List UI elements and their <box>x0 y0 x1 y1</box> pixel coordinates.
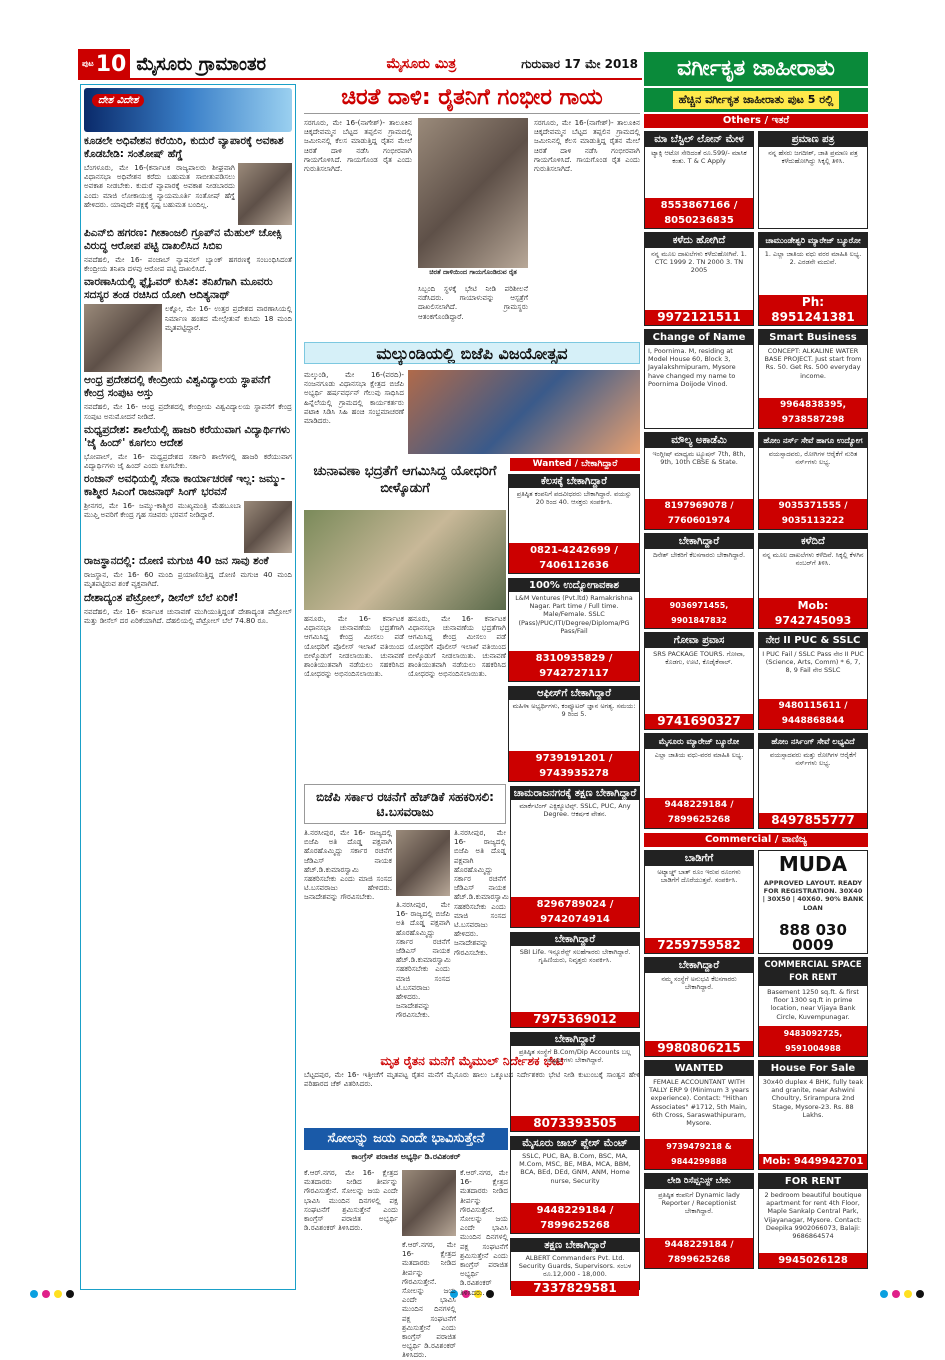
ad-title: ಹೋಂ ನರ್ಸಿಂಗ್ ಸೇವೆ ಲಭ್ಯವಿದೆ <box>759 734 867 749</box>
ad-phone: Ph: 8951241381 <box>759 295 867 325</box>
ad-body: ಇಂಗ್ಲೀಷ್ ಮಾಧ್ಯಮ ಟ್ಯೂಷನ್ 7th, 8th, 9th, 10th CBSE & State. <box>652 450 746 467</box>
news-headline: ಕೂಡಲೇ ಅಧಿವೇಶನ ಕರೆಯಿರಿ, ಕುದುರೆ ವ್ಯಾಪಾರಕ್ಕೆ ಅವಕಾಶ ಕೊಡಬೇಡಿ: ಸಂತೋಷ್ ಹೆಗ್ಡೆ <box>84 135 284 160</box>
ad-body: ನನ್ನ ಮೂಲ ದಾಖಲೆಗಳು ಕಳೆದಿವೆ. ಸಿಕ್ಕಲ್ಲಿ ಕೆಳಗಿನ ನಂಬರ್‌ಗೆ ತಿಳಿಸಿ. <box>762 551 864 568</box>
registration-dot-cyan <box>30 1290 38 1298</box>
ad-title: ಬೇಕಾಗಿದ್ದಾರೆ <box>645 958 753 973</box>
ad-body: SSLC, PUC, BA, B.Com, BSC, MA, M.Com, MSC, BE, MBA, MCA, BBM, BCA, BEd, DEd, GNM, ANM, Home nurse, Security <box>519 1152 631 1185</box>
hdk-headline-box <box>304 784 506 824</box>
classified-ad <box>644 1173 754 1269</box>
ad-title: ಬೇಕಾಗಿದ್ದಾರೆ <box>511 933 639 946</box>
ad-title: ಹೋಂ ನರ್ಸ್ ಸೇವೆ ಹಾಗೂ ಉದ್ಯೋಗ <box>759 433 867 448</box>
news-body: ಲಕ್ನೋ, ಮೇ 16- ಉತ್ತರ ಪ್ರದೇಶದ ವಾರಣಾಸಿಯಲ್ಲಿ ನಿರ್ಮಾಣ ಹಂತದ ಮೇಲ್ಸೇತುವೆ ಕುಸಿದು 18 ಮಂದಿ ಮೃತಪಟ್ಟಿದ್ದಾರೆ. <box>165 304 292 332</box>
ad-phone: Mob: 9449942701 <box>759 1154 867 1169</box>
registration-dot-magenta <box>892 1290 900 1298</box>
police-headline: ಚುನಾವಣಾ ಭದ್ರತೆಗೆ ಆಗಮಿಸಿದ್ದ ಯೋಧರಿಗೆ ಬೀಳ್ಕೊಡುಗೆ <box>313 464 497 496</box>
classifieds-title: ವರ್ಗೀಕೃತ ಜಾಹೀರಾತು <box>644 52 868 86</box>
ad-title: ಚಾಮರಾಜನಗರಕ್ಕೆ ತಕ್ಷಣ ಬೇಕಾಗಿದ್ದಾರೆ <box>511 787 639 800</box>
ad-body: ನನ್ನ ಹೆಸರು ಜಗದೀಶ್, ಜಾತಿ ಪ್ರಮಾಣ ಪತ್ರ ಕಳೆದುಹೋಗಿದ್ದು ಸಿಕ್ಕಲ್ಲಿ ತಿಳಿಸಿ. <box>768 149 858 166</box>
ad-phone: 9448229184 / 7899625268 <box>511 1203 639 1233</box>
ad-title: ಕಳೆದಿದೆ <box>759 534 867 549</box>
ad-phone: 8553867166 / 8050236835 <box>645 198 753 228</box>
ad-body: ಪ್ರತಿಷ್ಠಿತ ಕಂಪನಿಗೆ ಪದವೀಧರರು ಬೇಕಾಗಿದ್ದಾರೆ. ವಯಸ್ಸು 20 ರಿಂದ 40. ಆಸಕ್ತರು ಸಂಪರ್ಕಿಸಿ. <box>516 490 632 507</box>
commercial-category-bar: Commercial / ವಾಣಿಜ್ಯ <box>644 833 868 847</box>
classified-ad <box>758 533 868 629</box>
ad-title: ಪ್ರಮಾಣ ಪತ್ರ <box>759 132 867 147</box>
ad-phone: 9448229184 / 7899625268 <box>645 1238 753 1268</box>
ad-body: 2 bedroom beautiful boutique apartment for rent 4th Floor, Maple Sankalp Central Park, Vijayanagar, Mysore. Contact: Deepika 9902066073, Balaji: 9686864574 <box>764 1191 862 1241</box>
news-headline: ರಂಜಾನ್ ಅವಧಿಯಲ್ಲಿ ಸೇನಾ ಕಾರ್ಯಾಚರಣೆ ಇಲ್ಲ: ಜಮ್ಮು-ಕಾಶ್ಮೀರ ಸಿಎಂಗೆ ರಾಜನಾಥ್ ಸಿಂಗ್ ಭರವಸೆ <box>84 473 286 499</box>
registration-dot-black <box>66 1290 74 1298</box>
ad-body: ಟ್ಯಾಕ್ಸಿ ಆಟೋ ಸೇರಿದಂತೆ ರೂ.599/- ಮಾಸಿಕ ಕಂತು. T & C Apply <box>651 149 747 166</box>
ad-title: ಬೇಕಾಗಿದ್ದಾರೆ <box>645 534 753 549</box>
story-body: ಮಲ್ಕುಂಡಿ, ಮೇ 16-(ವರದಿ)- ನಂಜನಗೂಡು ವಿಧಾನಸಭಾ ಕ್ಷೇತ್ರದ ಬಿಜೆಪಿ ಅಭ್ಯರ್ಥಿ ಹರ್ಷವರ್ಧನ್ ಗೆಲುವು ಸಾಧಿಸಿದ ಹಿನ್ನೆಲೆಯಲ್ಲಿ ಗ್ರಾಮದಲ್ಲಿ ಕಾರ್ಯಕರ್ತರು ಪಟಾಕಿ ಸಿಡಿಸಿ ಸಿಹಿ ಹಂಚಿ ಸಂಭ್ರಮಾಚರಣೆ ಮಾಡಿದರು. <box>304 370 404 426</box>
ad-title: House For Sale <box>759 1061 867 1076</box>
ad-body: ಮಹಿಳಾ ಅಭ್ಯರ್ಥಿಗಳು, ಕಂಪ್ಯೂಟರ್ ಜ್ಞಾನ ಅಗತ್ಯ. ಸಮಯ: 9 ರಿಂದ 5. <box>512 702 636 719</box>
classified-ad <box>758 1060 868 1170</box>
news-item <box>84 555 292 588</box>
others-category-bar: Others / ಇತರೆ <box>644 114 868 128</box>
classified-ad <box>644 957 754 1057</box>
ad-phone: 9036971455, 9901847832 <box>645 598 753 628</box>
ad-body: ಪ್ರತಿಷ್ಠಿತ ಸಂಸ್ಥೆಗೆ B.Com/Dip Accounts ಬಲ್ಲ ಅಭ್ಯರ್ಥಿಗಳು ಬೇಕಾಗಿದ್ದಾರೆ. <box>518 1048 632 1065</box>
lead-headline: ಚಿರತೆ ದಾಳಿ: ರೈತನಿಗೆ ಗಂಭೀರ ಗಾಯ <box>304 84 640 114</box>
world-news-banner <box>84 88 292 132</box>
story-body: ಸಿಬ್ಬಂದಿ ಸ್ಥಳಕ್ಕೆ ಭೇಟಿ ನೀಡಿ ಪರಿಶೀಲನೆ ನಡೆಸಿದರು. ಗಾಯಾಳುವನ್ನು ಆಸ್ಪತ್ರೆಗೆ ದಾಖಲಿಸಲಾಗಿದೆ. ಗ್ರಾಮಸ್ಥರು ಆತಂಕಗೊಂಡಿದ್ದಾರೆ. <box>418 284 528 321</box>
injured-farmer-photo <box>418 118 528 268</box>
story-body: ತಿ.ನರಸೀಪುರ, ಮೇ 16- ರಾಜ್ಯದಲ್ಲಿ ಬಿಜೆಪಿ ಅತಿ ದೊಡ್ಡ ಪಕ್ಷವಾಗಿ ಹೊರಹೊಮ್ಮಿದ್ದು ಸರ್ಕಾರ ರಚನೆಗೆ ಜೆಡಿಎಸ್ ನಾಯಕ ಹೆಚ್.ಡಿ.ಕುಮಾರಸ್ವಾಮಿ ಸಹಕರಿಸಬೇಕು ಎಂದು ಮಾಜಿ ಸಂಸದ ಟಿ.ಬಸವರಾಜು ಹೇಳಿದರು. ಜನಾದೇಶವನ್ನು ಗೌರವಿಸಬೇಕು. <box>454 828 509 957</box>
ad-phone: 9739191201 / 9743935278 <box>509 751 639 781</box>
leopard-attack-story <box>304 84 640 336</box>
ad-phone: 888 030 0009 <box>759 923 867 953</box>
classified-ad <box>758 957 868 1057</box>
page-number: 10 <box>95 51 127 77</box>
ad-title: WANTED <box>645 1061 753 1076</box>
loss-subhead: ಕಾಂಗ್ರೆಸ್ ಪರಾಜಿತ ಅಭ್ಯರ್ಥಿ ಡಿ.ರವಿಶಂಕರ್ <box>351 1152 461 1161</box>
classified-ad <box>644 232 754 326</box>
ad-phone: 8197969078 / 7760601974 <box>645 499 753 529</box>
loss-headline: ಸೋಲನ್ನು ಜಯ ಎಂದೇ ಭಾವಿಸುತ್ತೇನೆ <box>304 1128 508 1150</box>
registration-dot-black <box>916 1290 924 1298</box>
ad-phone: 9739479218 & 9844299888 <box>645 1139 753 1169</box>
ad-title: Change of Name <box>645 330 753 345</box>
ad-title: ಕೆಲಸಕ್ಕೆ ಬೇಕಾಗಿದ್ದಾರೆ <box>509 475 639 488</box>
ad-body: ನನ್ನ ಮೂಲ ದಾಖಲೆಗಳು ಕಳೆದುಹೋಗಿವೆ. 1. CTC 1999 2. TN 2000 3. TN 2005 <box>651 250 747 275</box>
classified-ad <box>758 131 868 229</box>
ad-body: SBI Life. ಇನ್ಸೂರೆನ್ಸ್ ಸಲಹೆಗಾರರು ಬೇಕಾಗಿದ್ದಾರೆ. ಗೃಹಿಣಿಯರು, ನಿವೃತ್ತರು ಸಂಪರ್ಕಿಸಿ. <box>519 948 631 965</box>
classified-ad <box>758 733 868 829</box>
news-headline: ಆಂಧ್ರ ಪ್ರದೇಶದಲ್ಲಿ ಕೇಂದ್ರೀಯ ವಿಶ್ವವಿದ್ಯಾಲಯ ಸ್ಥಾಪನೆಗೆ ಕೇಂದ್ರ ಸಂಪುಟ ಅಸ್ತು <box>84 374 271 400</box>
ad-phone: 7975369012 <box>511 1012 639 1027</box>
ad-title: Smart Business <box>759 330 867 345</box>
news-item <box>84 227 292 273</box>
ad-body: I PUC Fail / SSLC Pass ನೇರ II PUC (Science, Arts, Comm) * 6, 7, 8, 9 Fail ನೇರ SSLC <box>762 650 864 675</box>
ad-body: ನಮ್ಮ ಸಂಸ್ಥೆಗೆ ಅನುಭವಿ ಕೆಲಸಗಾರರು ಬೇಕಾಗಿದ್ದಾರೆ. <box>661 975 737 992</box>
ad-phone: 7337829581 <box>511 1281 639 1296</box>
classified-ad <box>510 1238 640 1295</box>
story-body: ಹನೂರು, ಮೇ 16- ಕರ್ನಾಟಕ ವಿಧಾನಸಭಾ ಚುನಾವಣೆಯ ಭದ್ರತೆಗಾಗಿ ಆಗಮಿಸಿದ್ದ ಕೇಂದ್ರ ಮೀಸಲು ಪಡೆ ಯೋಧರಿಗೆ ಪೊಲೀಸ್ ಇಲಾಖೆ ವತಿಯಿಂದ ಬೀಳ್ಕೊಡುಗೆ ನೀಡಲಾಯಿತು. ಚುನಾವಣೆ ಶಾಂತಿಯುತವಾಗಿ ನಡೆಯಲು ಸಹಕರಿಸಿದ ಯೋಧರನ್ನು ಅಭಿನಂದಿಸಲಾಯಿತು. <box>304 614 404 679</box>
ad-phone: Mob: 9742745093 <box>759 598 867 628</box>
classifieds-subtitle: ಹೆಚ್ಚಿನ ವರ್ಗೀಕೃತ ಜಾಹೀರಾತು ಪುಟ 5 ರಲ್ಲಿ <box>673 91 840 109</box>
ad-body: I, Poornima. M, residing at Model House 60, Block 3, Jayalakshmipuram, Mysore have changed my name to Poornima Doijode Vinod. <box>648 347 736 388</box>
page-header <box>78 50 642 80</box>
story-body: ತಿ.ನರಸೀಪುರ, ಮೇ 16- ರಾಜ್ಯದಲ್ಲಿ ಬಿಜೆಪಿ ಅತಿ ದೊಡ್ಡ ಪಕ್ಷವಾಗಿ ಹೊರಹೊಮ್ಮಿದ್ದು ಸರ್ಕಾರ ರಚನೆಗೆ ಜೆಡಿಎಸ್ ನಾಯಕ ಹೆಚ್.ಡಿ.ಕುಮಾರಸ್ವಾಮಿ ಸಹಕರಿಸಬೇಕು ಎಂದು ಮಾಜಿ ಸಂಸದ ಟಿ.ಬಸವರಾಜು ಹೇಳಿದರು. ಜನಾದೇಶವನ್ನು ಗೌರವಿಸಬೇಕು. <box>396 900 451 1020</box>
classified-ad <box>758 632 868 730</box>
flyover-photo <box>84 304 162 372</box>
photo-caption: ಚಿರತೆ ದಾಳಿಯಿಂದ ಗಾಯಗೊಂಡಿರುವ ರೈತ <box>429 268 517 276</box>
ad-title: ಗೋವಾ ಪ್ರವಾಸ <box>645 633 753 648</box>
news-body: ರಾಜಸ್ಥಾನ, ಮೇ 16- 60 ಮಂದಿ ಪ್ರಯಾಣಿಸುತ್ತಿದ್ದ ದೋಣಿ ಮಗುಚಿ 40 ಮಂದಿ ಮೃತಪಟ್ಟಿರುವ ಶಂಕೆ ವ್ಯಕ್ತವಾಗಿದೆ. <box>84 570 292 589</box>
news-body: ಬೆಂಗಳೂರು, ಮೇ 16-(ಕರ್ನಾಟಕ ರಾಜ್ಯಪಾಲರು ಶೀಘ್ರವಾಗಿ ವಿಧಾನಸಭಾ ಅಧಿವೇಶನ ಕರೆದು ಬಹುಮತ ಸಾಬೀತುಪಡಿಸಲು ಅವಕಾಶ ನೀಡಬೇಕು. ಕುದುರೆ ವ್ಯಾಪಾರಕ್ಕೆ ಅವಕಾಶ ನೀಡಬಾರದು ಎಂದು ಮಾಜಿ ಲೋಕಾಯುಕ್ತ ನ್ಯಾಯಮೂರ್ತಿ ಸಂತೋಷ್ ಹೆಗ್ಡೆ ಹೇಳಿದರು. ಯಾವುದೇ ಪಕ್ಷಕ್ಕೆ ಸ್ಪಷ್ಟ ಬಹುಮತ ಬಂದಿಲ್ಲ. <box>84 163 235 209</box>
classifieds-section <box>644 52 868 1290</box>
ad-body: ದಿನೇಶ್ ಬೇಕರಿಗೆ ಕೆಲಸಗಾರರು ಬೇಕಾಗಿದ್ದಾರೆ. <box>652 551 746 559</box>
news-body: ನವದೆಹಲಿ, ಮೇ 16- ಆಂಧ್ರ ಪ್ರದೇಶದಲ್ಲಿ ಕೇಂದ್ರೀಯ ವಿಶ್ವವಿದ್ಯಾಲಯ ಸ್ಥಾಪನೆಗೆ ಕೇಂದ್ರ ಸಂಪುಟ ಅನುಮೋದನೆ ನೀಡಿದೆ. <box>84 402 292 421</box>
ad-phone: 9480115611 / 9448868844 <box>759 699 867 729</box>
ad-title: ಮೌಲ್ಯ ಅಕಾಡೆಮಿ <box>645 433 753 448</box>
ad-body: APPROVED LAYOUT. READY FOR REGISTRATION. 30X40 | 30X50 | 40X60. 90% BANK LOAN <box>762 879 864 912</box>
ad-body: ALBERT Commanders Pvt. Ltd. Security Guards, Supervisors. ಸಂಬಳ ರೂ.12,000 - 18,000. <box>518 1254 632 1279</box>
story-body: ಸರಗೂರು, ಮೇ 16-(ನಾಗೇಶ್)- ತಾಲೂಕಿನ ಚಿಕ್ಕದೇವಮ್ಮನ ಬೆಟ್ಟದ ತಪ್ಪಲಿನ ಗ್ರಾಮದಲ್ಲಿ ಜಮೀನಿನಲ್ಲಿ ಕೆಲಸ ಮಾಡುತ್ತಿದ್ದ ರೈತನ ಮೇಲೆ ಚಿರತೆ ದಾಳಿ ನಡೆಸಿ ಗಂಭೀರವಾಗಿ ಗಾಯಗೊಳಿಸಿದೆ. ಗಾಯಗೊಂಡ ರೈತ ಎಂದು ಗುರುತಿಸಲಾಗಿದೆ. <box>304 118 412 174</box>
news-item <box>84 374 292 420</box>
photo-frame <box>418 118 528 282</box>
classified-ad <box>510 1136 640 1234</box>
news-body: ಭೋಪಾಲ್, ಮೇ 16- ಮಧ್ಯಪ್ರದೇಶದ ಸರ್ಕಾರಿ ಶಾಲೆಗಳಲ್ಲಿ ಹಾಜರಿ ಕರೆಯುವಾಗ ವಿದ್ಯಾರ್ಥಿಗಳು ಜೈ ಹಿಂದ್ ಎಂದು ಕೂಗಬೇಕು. <box>84 451 292 471</box>
ad-body: 1. ಎಲ್ಲಾ ಜಾತಿಯ ವಧು ವರರ ಮಾಹಿತಿ ಲಭ್ಯ. 2. ಎರಡನೇ ಮದುವೆ. <box>764 250 862 267</box>
classified-ad <box>644 1060 754 1170</box>
ad-title: ಲೇಡಿ ರಿಸೆಪ್ಷನಿಸ್ಟ್ ಬೇಕು <box>645 1174 753 1189</box>
news-headline: ಪಿಎನ್‌ಬಿ ಹಗರಣ: ಗೀತಾಂಜಲಿ ಗ್ರೂಪ್‌ನ ಮೆಹುಲ್ ಚೋಕ್ಸಿ ವಿರುದ್ಧ ಆರೋಪ ಪಟ್ಟಿ ದಾಖಲಿಸಿದ ಸಿಬಿಐ <box>84 227 282 252</box>
ad-title: ನೇರ II PUC & SSLC <box>759 633 867 648</box>
news-body: ನವದೆಹಲಿ, ಮೇ 16- ಪಂಜಾಬ್ ನ್ಯಾಷನಲ್ ಬ್ಯಾಂಕ್ ಹಗರಣಕ್ಕೆ ಸಂಬಂಧಿಸಿದಂತೆ ಕೇಂದ್ರೀಯ ತನಿಖಾ ದಳವು ಆರೋಪ ಪಟ್ಟಿ ದಾಖಲಿಸಿದೆ. <box>84 255 292 274</box>
ad-title: ಮೈಸೂರು ಮ್ಯಾರೇಜ್ ಬ್ಯೂರೋ <box>645 734 753 749</box>
classified-ad <box>758 850 868 954</box>
classified-ad <box>508 686 640 782</box>
ad-body: ಪ್ರತಿಷ್ಠಿತ ಕಂಪನಿಗೆ Dynamic lady Reporter / Receptionist ಬೇಕಾಗಿದ್ದಾರೆ. <box>658 1191 740 1216</box>
ad-phone: 9448229184 / 7899625268 <box>645 798 753 828</box>
ad-body: SRS PACKAGE TOURS. ಗೋವಾ, ಕೊಡಗು, ಊಟಿ, ಕೊಡೈಕೆನಾಲ್. <box>653 650 745 667</box>
registration-dot-yellow <box>904 1290 912 1298</box>
ad-phone: 9964838395, 9738587298 <box>759 398 867 428</box>
ad-body: L&M Ventures (Pvt.ltd) Ramakrishna Nagar. Part time / Full time. Male/Female. SSLC (Pass)/PUC/ITI/Degree/Diploma/PG Pass/Fail <box>515 594 633 635</box>
classified-ad <box>644 131 754 229</box>
ad-phone: 7259759582 <box>645 938 753 953</box>
registration-dot-cyan <box>880 1290 888 1298</box>
story-body: ಕೆ.ಆರ್.ನಗರ, ಮೇ 16- ಕ್ಷೇತ್ರದ ಮತದಾರರು ನೀಡಿದ ತೀರ್ಪನ್ನು ಗೌರವಿಸುತ್ತೇನೆ. ಸೋಲನ್ನು ಜಯ ಎಂದೇ ಭಾವಿಸಿ ಮುಂದಿನ ದಿನಗಳಲ್ಲಿ ಪಕ್ಷ ಸಂಘಟನೆಗೆ ಶ್ರಮಿಸುತ್ತೇನೆ ಎಂದು ಕಾಂಗ್ರೆಸ್ ಪರಾಜಿತ ಅಭ್ಯರ್ಥಿ ಡಿ.ರವಿಶಂಕರ್ ತಿಳಿಸಿದರು. <box>402 1240 456 1360</box>
ravishankar-photo <box>402 1170 456 1236</box>
classified-ad <box>510 1032 640 1132</box>
hdk-headline: ಬಿಜೆಪಿ ಸರ್ಕಾರ ರಚನೆಗೆ ಹೆಚ್‌ಡಿಕೆ ಸಹಕರಿಸಲಿ: ಟಿ.ಬಸವರಾಜು <box>316 790 494 819</box>
page-label: ಪುಟ <box>82 59 94 68</box>
ad-phone: 8310935829 / 9742727117 <box>509 651 639 681</box>
ad-phone: 9483092725, 9591004988 <box>759 1026 867 1056</box>
ad-body: ಮಾರ್ಕೆಟಿಂಗ್ ಎಕ್ಸಿಕ್ಯೂಟಿವ್ಸ್. SSLC, PUC, Any Degree. ಆಕರ್ಷಕ ವೇತನ. <box>519 802 631 819</box>
classified-ad <box>510 932 640 1028</box>
issue-date: ಗುರುವಾರ 17 ಮೇ 2018 <box>521 56 638 71</box>
ad-title: ಚಾಮುಂಡೇಶ್ವರಿ ಮ್ಯಾರೇಜ್ ಬ್ಯೂರೋ <box>759 233 867 248</box>
classified-ad <box>508 474 640 574</box>
bjp-headline: ಮಲ್ಕುಂಡಿಯಲ್ಲಿ ಬಿಜೆಪಿ ವಿಜಯೋತ್ಸವ <box>304 342 640 364</box>
newspaper-page <box>78 50 868 1360</box>
ad-body: ಅಟ್ಯಾಚ್ಡ್ ಬಾತ್ ರೂಂ ಇರುವ ರೂಂಗಳು ಬಾಡಿಗೆಗೆ ದೊರೆಯುತ್ತವೆ. ಸಂಪರ್ಕಿಸಿ. <box>657 868 741 885</box>
registration-dot-magenta <box>42 1290 50 1298</box>
story-body: ಹನೂರು, ಮೇ 16- ಕರ್ನಾಟಕ ವಿಧಾನಸಭಾ ಚುನಾವಣೆಯ ಭದ್ರತೆಗಾಗಿ ಆಗಮಿಸಿದ್ದ ಕೇಂದ್ರ ಮೀಸಲು ಪಡೆ ಯೋಧರಿಗೆ ಪೊಲೀಸ್ ಇಲಾಖೆ ವತಿಯಿಂದ ಬೀಳ್ಕೊಡುಗೆ ನೀಡಲಾಯಿತು. ಚುನಾವಣೆ ಶಾಂತಿಯುತವಾಗಿ ನಡೆಯಲು ಸಹಕರಿಸಿದ ಯೋಧರನ್ನು ಅಭಿನಂದಿಸಲಾಯಿತು. <box>408 614 506 679</box>
world-news-column <box>80 84 296 1290</box>
news-headline: ಮಧ್ಯಪ್ರದೇಶ: ಶಾಲೆಯಲ್ಲಿ ಹಾಜರಿ ಕರೆಯುವಾಗ ವಿದ್ಯಾರ್ಥಿಗಳು 'ಜೈ ಹಿಂದ್' ಕೂಗಲು ಆದೇಶ <box>84 423 291 449</box>
news-body: ನವದೆಹಲಿ, ಮೇ 16- ಕರ್ನಾಟಕ ಚುನಾವಣೆ ಮುಗಿಯುತ್ತಿದ್ದಂತೆ ದೇಶಾದ್ಯಂತ ಪೆಟ್ರೋಲ್ ಮತ್ತು ಡೀಸೆಲ್ ದರ ಏರಿಕೆಯಾಗಿದೆ. ದೆಹಲಿಯಲ್ಲಿ ಪೆಟ್ರೋಲ್ ಬೆಲೆ 74.80 ರೂ. <box>84 606 292 625</box>
mymul-headline: ಮೃತ ರೈತನ ಮನೆಗೆ ಮೈಮುಲ್ ನಿರ್ದೇಶಕ ಭೇಟಿ <box>380 1054 564 1068</box>
classified-ad <box>758 329 868 429</box>
story-body: ಬೆಟ್ಟದಪುರ, ಮೇ 16- ಇತ್ತೀಚೆಗೆ ಮೃತಪಟ್ಟ ರೈತನ ಮನೆಗೆ ಮೈಸೂರು ಹಾಲು ಒಕ್ಕೂಟದ ನಿರ್ದೇಶಕರು ಭೇಟಿ ನೀಡಿ ಕುಟುಂಬಕ್ಕೆ ಸಾಂತ್ವನ ಹೇಳಿ ಪರಿಹಾರದ ಚೆಕ್ ವಿತರಿಸಿದರು. <box>304 1070 640 1089</box>
classified-ad <box>510 786 640 928</box>
portrait-photo <box>238 163 292 225</box>
ad-phone: 8296789024 / 9742074914 <box>511 897 639 927</box>
ad-phone: 0821-4242699 / 7406112636 <box>509 543 639 573</box>
classified-ad <box>758 232 868 326</box>
ad-title: ಬೇಕಾಗಿದ್ದಾರೆ <box>511 1033 639 1046</box>
ad-body: Basement 1250 sq.ft. & first floor 1300 sq.ft in prime location, near Vijaya Bank Circle, Kuvempunagar. <box>767 988 859 1021</box>
ad-phone: 8497855777 <box>759 813 867 828</box>
commercial-grid <box>644 850 868 1269</box>
basavaraju-photo <box>396 830 450 896</box>
story-body: ಕೆ.ಆರ್.ನಗರ, ಮೇ 16- ಕ್ಷೇತ್ರದ ಮತದಾರರು ನೀಡಿದ ತೀರ್ಪನ್ನು ಗೌರವಿಸುತ್ತೇನೆ. ಸೋಲನ್ನು ಜಯ ಎಂದೇ ಭಾವಿಸಿ ಮುಂದಿನ ದಿನಗಳಲ್ಲಿ ಪಕ್ಷ ಸಂಘಟನೆಗೆ ಶ್ರಮಿಸುತ್ತೇನೆ ಎಂದು ಕಾಂಗ್ರೆಸ್ ಪರಾಜಿತ ಅಭ್ಯರ್ಥಿ ಡಿ.ರವಿಶಂಕರ್ ತಿಳಿಸಿದರು. <box>304 1168 398 1233</box>
ad-title: MUDA <box>759 851 867 877</box>
story-body: ಸರಗೂರು, ಮೇ 16-(ನಾಗೇಶ್)- ತಾಲೂಕಿನ ಚಿಕ್ಕದೇವಮ್ಮನ ಬೆಟ್ಟದ ತಪ್ಪಲಿನ ಗ್ರಾಮದಲ್ಲಿ ಜಮೀನಿನಲ್ಲಿ ಕೆಲಸ ಮಾಡುತ್ತಿದ್ದ ರೈತನ ಮೇಲೆ ಚಿರತೆ ದಾಳಿ ನಡೆಸಿ ಗಂಭೀರವಾಗಿ ಗಾಯಗೊಳಿಸಿದೆ. ಗಾಯಗೊಂಡ ರೈತ ಎಂದು ಗುರುತಿಸಲಾಗಿದೆ. <box>534 118 640 174</box>
ad-phone: 9945026128 <box>759 1253 867 1268</box>
classified-ad <box>644 850 754 954</box>
classified-ad <box>508 578 640 682</box>
ad-phone: 9741690327 <box>645 714 753 729</box>
classified-ad <box>644 432 754 530</box>
victory-celebration-photo <box>408 370 640 454</box>
ad-title: ಮೈಸೂರು ಜಾಬ್ ಪ್ಲೇಸ್ ಮೆಂಟ್ <box>511 1137 639 1150</box>
news-item <box>84 592 292 625</box>
ad-body: ವಯಸ್ಸಾದವರು, ರೋಗಿಗಳ ಆರೈಕೆಗೆ ನುರಿತ ನರ್ಸ್‌ಗಳು ಲಭ್ಯ. <box>768 450 858 467</box>
ad-title: ಆಫೀಸ್‌ಗೆ ಬೇಕಾಗಿದ್ದಾರೆ <box>509 687 639 700</box>
ad-body: CONCEPT: ALKALINE WATER BASE PROJECT. Just start from Rs. 50. Get Rs. 500 everyday income. <box>764 347 862 380</box>
world-news-tag: ದೇಶ ವಿದೇಶ <box>92 94 144 107</box>
classified-ad <box>644 733 754 829</box>
police-headline-box <box>304 460 506 508</box>
registration-dot-black <box>486 1290 494 1298</box>
classified-ad <box>644 632 754 730</box>
story-body: ಕೆ.ಆರ್.ನಗರ, ಮೇ 16- ಕ್ಷೇತ್ರದ ಮತದಾರರು ನೀಡಿದ ತೀರ್ಪನ್ನು ಗೌರವಿಸುತ್ತೇನೆ. ಸೋಲನ್ನು ಜಯ ಎಂದೇ ಭಾವಿಸಿ ಮುಂದಿನ ದಿನಗಳಲ್ಲಿ ಪಕ್ಷ ಸಂಘಟನೆಗೆ ಶ್ರಮಿಸುತ್ತೇನೆ ಎಂದು ಕಾಂಗ್ರೆಸ್ ಪರಾಜಿತ ಅಭ್ಯರ್ಥಿ ಡಿ.ರವಿಶಂಕರ್ ತಿಳಿಸಿದರು. <box>460 1168 508 1297</box>
ad-phone: 8073393505 <box>511 1116 639 1131</box>
classifieds-subtitle-bar <box>644 88 868 112</box>
ad-phone: 9035371555 / 9035113222 <box>759 499 867 529</box>
ad-title: COMMERCIAL SPACE FOR RENT <box>759 958 867 986</box>
ad-body: ಎಲ್ಲಾ ಜಾತಿಯ ವಧು-ವರರ ಮಾಹಿತಿ ಲಭ್ಯ. <box>654 751 744 759</box>
ad-body: 30x40 duplex 4 BHK, fully teak and granite, near Ashwini Choultry, Srirampura 2nd Stage, Mysore-23. Rs. 88 Lakhs. <box>762 1078 864 1119</box>
classifieds-grid <box>644 131 868 829</box>
classified-ad <box>644 329 754 429</box>
news-item <box>84 473 292 519</box>
page-number-box <box>78 49 130 79</box>
ad-title: ತಕ್ಷಣ ಬೇಕಾಗಿದ್ದಾರೆ <box>511 1239 639 1252</box>
masthead: ಮೈಸೂರು ಮಿತ್ರ <box>386 56 457 72</box>
news-item <box>84 276 292 332</box>
classified-ad <box>758 432 868 530</box>
ad-body: ವಯಸ್ಸಾದವರು ಮತ್ತು ರೋಗಿಗಳ ಆರೈಕೆಗೆ ನರ್ಸ್‌ಗಳು ಲಭ್ಯ. <box>769 751 857 768</box>
ad-phone: 9980806215 <box>645 1041 753 1056</box>
classified-ad <box>758 1173 868 1269</box>
portrait-photo <box>244 501 292 553</box>
news-headline: ವಾರಣಾಸಿಯಲ್ಲಿ ಫ್ಲೈಓವರ್ ಕುಸಿತ: ತನಿಖೆಗಾಗಿ ಮೂವರು ಸದಸ್ಯರ ತಂಡ ರಚಿಸಿದ ಯೋಗಿ ಆದಿತ್ಯನಾಥ್ <box>84 276 273 302</box>
story-body: ತಿ.ನರಸೀಪುರ, ಮೇ 16- ರಾಜ್ಯದಲ್ಲಿ ಬಿಜೆಪಿ ಅತಿ ದೊಡ್ಡ ಪಕ್ಷವಾಗಿ ಹೊರಹೊಮ್ಮಿದ್ದು ಸರ್ಕಾರ ರಚನೆಗೆ ಜೆಡಿಎಸ್ ನಾಯಕ ಹೆಚ್.ಡಿ.ಕುಮಾರಸ್ವಾಮಿ ಸಹಕರಿಸಬೇಕು ಎಂದು ಮಾಜಿ ಸಂಸದ ಟಿ.ಬಸವರಾಜು ಹೇಳಿದರು. ಜನಾದೇಶವನ್ನು ಗೌರವಿಸಬೇಕು. <box>304 828 392 902</box>
ad-title: ಬಾಡಿಗೆಗೆ <box>645 851 753 866</box>
ad-title: 100% ಉದ್ಯೋಗಾವಕಾಶ <box>509 579 639 592</box>
news-item <box>84 424 292 470</box>
classified-ad <box>644 533 754 629</box>
wanted-tag: Wanted / ಬೇಕಾಗಿದ್ದಾರೆ <box>510 458 640 471</box>
news-headline: ರಾಜಸ್ಥಾನದಲ್ಲಿ: ದೋಣಿ ಮಗುಚಿ 40 ಜನ ಸಾವು ಶಂಕೆ <box>84 555 269 568</box>
registration-dot-yellow <box>54 1290 62 1298</box>
news-item <box>84 135 292 209</box>
ad-title: FOR RENT <box>759 1174 867 1189</box>
news-body: ಶ್ರೀನಗರ, ಮೇ 16- ಜಮ್ಮು-ಕಾಶ್ಮೀರ ಮುಖ್ಯಮಂತ್ರಿ ಮೆಹಬೂಬಾ ಮುಫ್ತಿ ಅವರಿಗೆ ಕೇಂದ್ರ ಗೃಹ ಸಚಿವರು ಭರವಸೆ ನೀಡಿದ್ದಾರೆ. <box>84 501 241 520</box>
ad-phone: 9972121511 <box>645 310 753 325</box>
news-headline: ದೇಶಾದ್ಯಂತ ಪೆಟ್ರೋಲ್, ಡೀಸೆಲ್ ಬೆಲೆ ಏರಿಕೆ! <box>84 591 239 604</box>
ad-title: ಕಳೆದು ಹೋಗಿದೆ <box>645 233 753 248</box>
section-title: ಮೈಸೂರು ಗ್ರಾಮಾಂತರ <box>136 53 267 75</box>
soldiers-photo <box>304 510 506 610</box>
ad-title: ಮಾ ಬೆಸ್ಟಿಲ್ ಲೋನ್ ಮೇಳ <box>645 132 753 147</box>
ad-body: FEMALE ACCOUNTANT WITH TALLY ERP 9 (Minimum 3 years experience). Contact: "Hithan Associates" #1712, 5th Main, 6th Cross, Saraswathipuram, Mysore. <box>649 1078 749 1128</box>
